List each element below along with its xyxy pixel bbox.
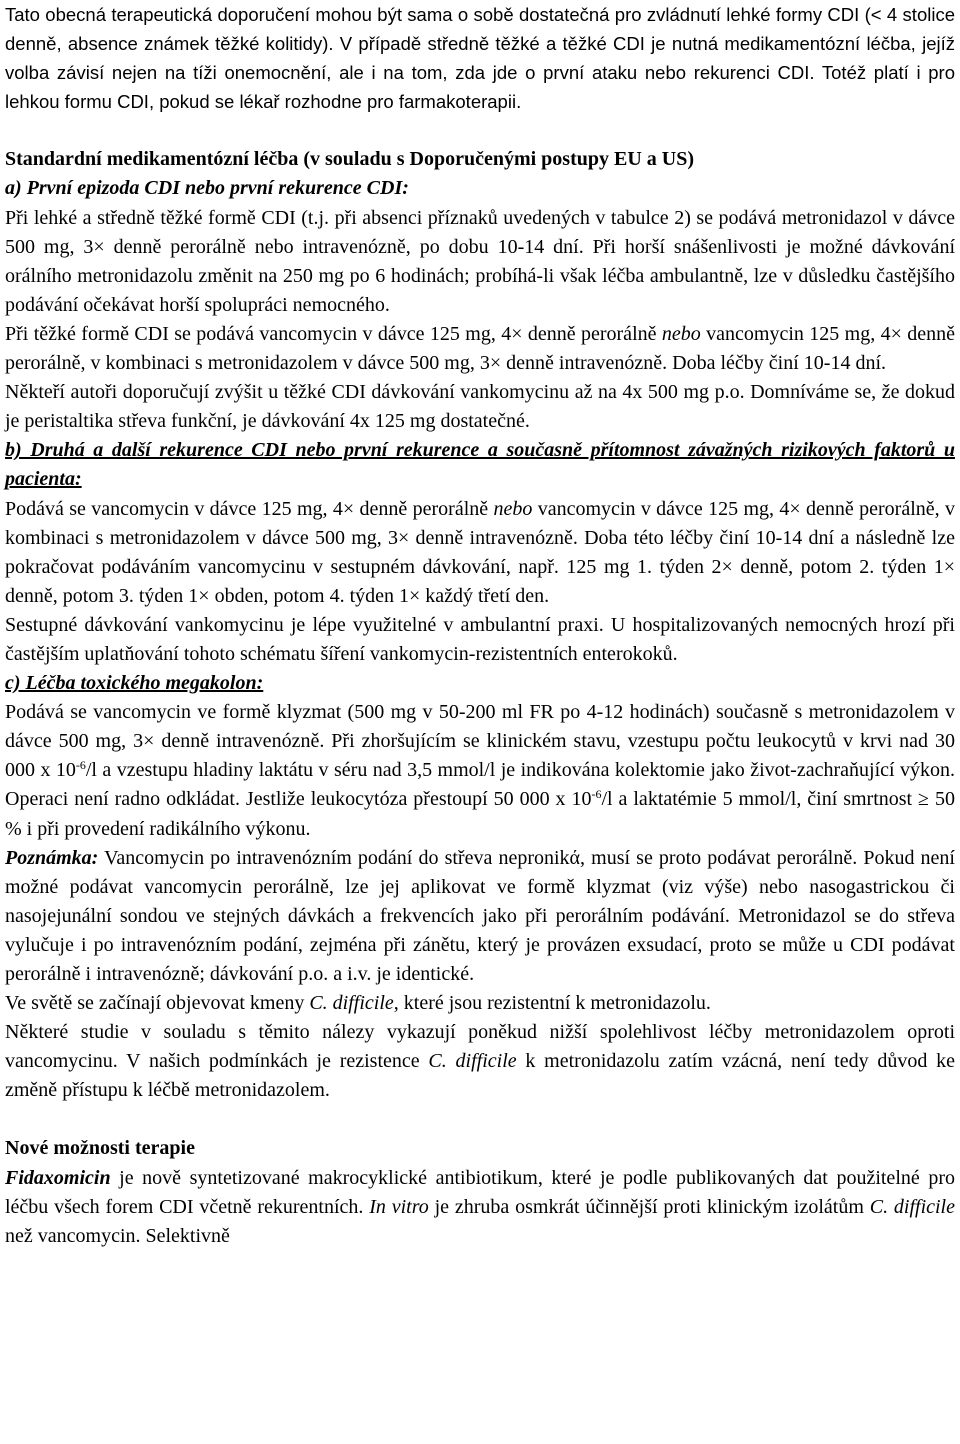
paragraph-gap bbox=[5, 1105, 955, 1134]
text-span: /l a laktatémie 5 mmol/l, činí smrtnost ≥ 50 % i při provedení radikálního výkonu. bbox=[5, 788, 955, 840]
text-span: Některé studie v souladu s těmito nálezy vykazují poněkud nižší spolehlivost léčby metronidazolem oproti vancomycinu. V našich podmínkách je rezistence bbox=[5, 1021, 955, 1073]
text-span: k metronidazolu zatím vzácná, není tedy důvod ke změně přístupu k léčbě metronidazolem. bbox=[5, 1050, 955, 1102]
text-span: než vancomycin. Selektivně bbox=[5, 1224, 230, 1247]
intro-text-2: Totéž platí i pro lehkou formu CDI, pokud se lékař rozhodne pro farmakoterapii. bbox=[5, 62, 956, 113]
paragraph-a2 bbox=[5, 320, 955, 378]
intro-text-1: Tato obecná terapeutická doporučení mohou být sama o sobě dostatečná pro zvládnutí lehké formy CDI (< 4 stolice denně, absence známek těžké kolitidy). V případě středně těžké a těžké CDI je nutná medikamentózní léčba, jejíž volba závisí nejen na tíži onemocnění, ale i na tom, zda jde o první ataku nebo rekurenci CDI. bbox=[5, 4, 955, 84]
note-paragraph bbox=[5, 844, 955, 989]
species-name: C. difficile bbox=[309, 992, 394, 1015]
text-span: Podává se vancomycin v dávce 125 mg, 4× denně perorálně bbox=[5, 497, 494, 520]
section-heading-new-options: Nové možnosti terapie bbox=[5, 1137, 195, 1160]
paragraph-b2: Sestupné dávkování vankomycinu je lépe využitelné v ambulantní praxi. U hospitalizovaných nemocných hrozí při častějším uplatňování tohoto schématu šíření vankomycin-rezistentních enterokoků. bbox=[5, 613, 955, 665]
paragraph-b1 bbox=[5, 495, 955, 611]
paragraph-resistance-1 bbox=[5, 989, 955, 1018]
emphasis-nebo: nebo bbox=[661, 322, 701, 345]
species-name: C. difficile bbox=[869, 1195, 955, 1218]
species-name: C. difficile bbox=[428, 1050, 517, 1073]
note-label: Poznámka: bbox=[5, 846, 99, 869]
document-page bbox=[5, 0, 955, 1251]
paragraph-resistance-2 bbox=[5, 1018, 955, 1105]
text-span: Ve světě se začínají objevovat kmeny bbox=[5, 992, 310, 1015]
text-span: vancomycin v dávce 125 mg, 4× denně perorálně, v kombinaci s metronidazolem v dávce 500 mg, 3× denně intravenózně. Doba této léčby činí 10-14 dní a následně lze pokračovat podáváním vancomycinu v sestupném dávkování, např. 125 mg 1. týden 2× denně, potom 2. týden 1× denně, potom 3. týden 1× obden, potom 4. týden 1× každý třetí den. bbox=[5, 497, 955, 607]
text-span: , které jsou rezistentní k metronidazolu. bbox=[393, 992, 711, 1015]
text-span: Podává se vancomycin ve formě klyzmat (500 mg v 50-200 ml FR po 4-12 hodinách) současně s metronidazolem v dávce 500 mg, 3× denně intravenózně. Při zhoršujícím se klinickém stavu, vzestupu počtu leukocytů v krvi nad 30 000 x 10 bbox=[5, 701, 955, 782]
superscript-exponent: -6 bbox=[75, 758, 86, 773]
paragraph-gap bbox=[5, 116, 955, 145]
emphasis-in-vitro: In vitro bbox=[369, 1195, 429, 1218]
subheading-b: b) Druhá a další rekurence CDI nebo první rekurence a současně přítomnost závažných rizikových faktorů u pacienta: bbox=[5, 439, 955, 491]
subheading-a: a) První epizoda CDI nebo první rekurence CDI: bbox=[5, 177, 409, 200]
emphasis-nebo: nebo bbox=[493, 497, 533, 520]
text-span: Při těžké formě CDI se podává vancomycin v dávce 125 mg, 4× denně perorálně bbox=[5, 322, 662, 345]
drug-name: Fidaxomicin bbox=[5, 1166, 111, 1189]
intro-paragraph bbox=[5, 0, 955, 116]
text-span: /l a vzestupu hladiny laktátu v séru nad 3,5 mmol/l je indikována kolektomie jako život-zachraňující výkon. Operaci není radno odkládat. Jestliže leukocytóza přestoupí 50 000 x 10 bbox=[5, 759, 955, 811]
paragraph-a1: Při lehké a středně těžké formě CDI (t.j. při absenci příznaků uvedených v tabulce 2) se podává metronidazol v dávce 500 mg, 3× denně perorálně nebo intravenózně, po dobu 10-14 dní. Při horší snášenlivosti je možné dávkování orálního metronidazolu změnit na 250 mg po 6 hodinách; probíhá-li však léčba ambulantně, lze v důsledku častějšího podávání očekávat horší spolupráci nemocného. bbox=[5, 206, 955, 316]
paragraph-a3: Někteří autoři doporučují zvýšit u těžké CDI dávkování vankomycinu až na 4x 500 mg p.o. Domníváme se, že dokud je peristaltika střeva funkční, je dávkování 4x 125 mg dostatečné. bbox=[5, 381, 955, 433]
note-text: Vancomycin po intravenózním podání do střeva nepronikά, musí se proto podávat perorálně. Pokud není možné podávat vancomycin perorálně, lze jej aplikovat ve formě klyzmat (viz výše) nebo nasogastrickou či nasojejunální sondou ve stejných dávkách a frekvencích jako při perorálním podávání. Metronidazol se do střeva vylučuje i po intravenózním podání, zejména při zánětu, který je provázen exsudací, proto se může u CDI podávat perorálně i intravenózně; dávkování p.o. a i.v. je identické. bbox=[5, 846, 955, 985]
text-span: vancomycin 125 mg, 4× denně perorálně, v kombinaci s metronidazolem v dávce 500 mg, 3× denně intravenózně. Doba léčby činí 10-14 dní. bbox=[5, 322, 955, 375]
superscript-exponent: -6 bbox=[591, 787, 602, 802]
section-heading-standard: Standardní medikamentózní léčba (v souladu s Doporučenými postupy EU a US) bbox=[5, 148, 694, 171]
text-span: je zhruba osmkrát účinnější proti klinickým izolátům bbox=[428, 1195, 870, 1218]
paragraph-c1 bbox=[5, 698, 955, 843]
subheading-c: c) Léčba toxického megakolon: bbox=[5, 672, 264, 695]
paragraph-fidaxomicin bbox=[5, 1164, 955, 1251]
text-span: je nově syntetizované makrocyklické antibiotikum, které je podle publikovaných dat použitelné pro léčbu všech forem CDI včetně rekurentních. bbox=[5, 1166, 955, 1218]
